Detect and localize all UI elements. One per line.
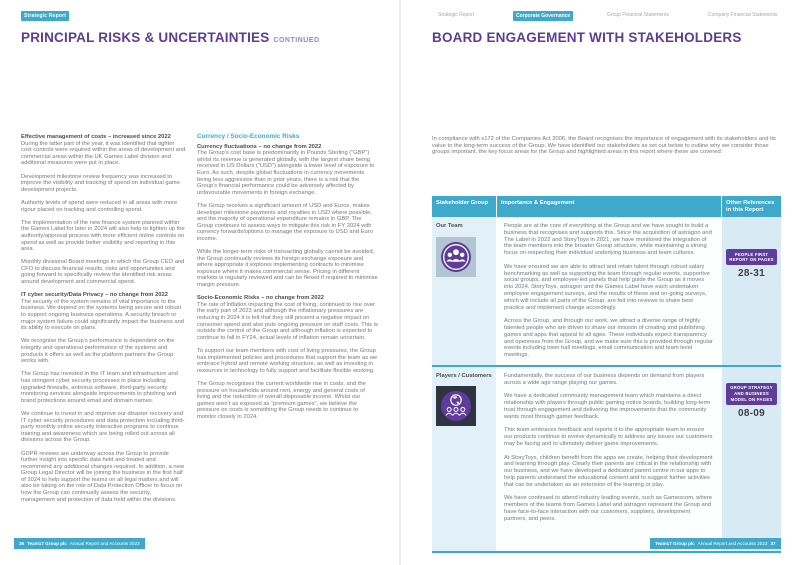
left-column-2 xyxy=(197,134,378,427)
body-paragraph: The implementation of the new finance system planned within the Games Label for later in 2024 will also help to tighten up the authority/approval process with more efficient online controls on spend as well as provide better visibility and reporting in this area. xyxy=(21,219,185,253)
importance-engagement-cell xyxy=(496,367,721,551)
body-paragraph: We continue to invest in and improve our disaster recovery and IT cyber security procedures and data protection including third-party monthly online security interactive programs to continue training and awareness which are being rolled out across all divisions across the Group. xyxy=(21,410,185,444)
table-header-row xyxy=(432,196,781,217)
engagement-paragraph: We have a dedicated community management team which maintains a direct relationship with players through public gaming notice boards, building long-term trust through engagement and delivering the improvements that the community wants most through gamer feedback. xyxy=(504,393,711,420)
page-gutter xyxy=(399,0,401,565)
body-paragraph: The Group has invested in the IT team and infrastructure and has stringent cyber security processes in place including upgraded firewalls, antivirus software, third-party security monitoring services alongside improvements to phishing and brand protections around email and domain names. xyxy=(21,371,178,404)
column-header-stakeholder-group: Stakeholder Group xyxy=(436,199,489,206)
page-number: 37 xyxy=(770,541,776,546)
footer-text: Annual Report and Accounts 2023 xyxy=(69,541,140,546)
team-icon xyxy=(436,237,476,277)
importance-engagement-cell xyxy=(496,217,721,365)
body-paragraph: The Group recognises the current worldwide rise in costs, and the pressure on households around rent, energy and general costs of living and the reduction of overall disposable income. Whilst our games aren’t as exposed as “premium games”, we believe the pressure on costs is something the Group needs to continue to monitor closely in 2024. xyxy=(197,380,366,420)
nav-strategic-report[interactable]: Strategic Report xyxy=(438,12,475,18)
nav-group-financial-statements[interactable]: Group Financial Statements xyxy=(607,12,669,18)
footer-right xyxy=(650,538,781,549)
section-heading-currency-socio: Currency / Socio-Economic Risks xyxy=(197,133,300,140)
column-header-importance-engagement: Importance & Engagement xyxy=(496,196,721,217)
stakeholder-group-name: Players / Customers xyxy=(436,372,492,379)
body-paragraph: The security of the system remains of vital importance to the business. We depend on the systems being secure and robust to support ongoing business operations. A security breach or major system failure could significantly impact the business and its ability to execute on plans. xyxy=(21,298,185,332)
stakeholder-group-name: Our Team xyxy=(436,223,463,229)
body-paragraph: The Group’s cost base is predominantly in Pounds Sterling (“GBP”) whilst its revenue is generated globally, with the largest share being received in US Dollars (“USD”) alongside a lower level of exposure to Euro. As such, despite global fluctuations in currency movements being less aggressive than in prior years, there is a risk that the Group’s financial performance could be adversely affected by unfavourable movements in foreign exchange. xyxy=(197,150,375,196)
risk-heading: Effective management of costs – increased since 2022 xyxy=(21,134,171,140)
page-title-left-main: PRINCIPAL RISKS & UNCERTAINTIES xyxy=(21,30,270,45)
other-references-cell xyxy=(721,217,781,365)
nav-corporate-governance[interactable]: Corporate Governance xyxy=(513,11,573,21)
column-header-other-references: Other References in this Report xyxy=(721,196,781,217)
engagement-paragraph: We have continued to attend industry leading events, such as Gamescom, where members of the teams from Games Label and astragon represent the Group and have face-to-face interaction with our customers, suppliers, development partners, and peers. xyxy=(504,495,713,522)
stakeholders-intro: In compliance with s172 of the Companies Act 2006, the Board recognises the importance of engagement with its stakeholders and its value to the long-term success of the Group. We have identified our stakeholders as set out below to outline why we consider those groups important, the key focus areas for the Group and highlighted areas in this report where these are covered: xyxy=(432,136,776,156)
risk-heading: Socio-Economic Risks – no change from 2022 xyxy=(197,295,324,302)
stakeholder-group-cell xyxy=(432,217,496,365)
section-tag-strategic-report[interactable]: Strategic Report xyxy=(21,11,69,21)
reference-badge: PEOPLE FIRST REPORT ON PAGES xyxy=(726,249,777,265)
other-references-cell xyxy=(721,367,781,551)
left-column-1 xyxy=(21,134,186,510)
engagement-paragraph: Across the Group, and through our work, we attract a diverse range of highly talented people who are driven to share our mission of creating and publishing games and apps that appeal to all ages. These individuals expect transparency and openness from the Group, and we make sure this is provided through regular events including town hall meetings, email communication and team level meetings. xyxy=(504,318,713,359)
page-number: 36 xyxy=(19,541,25,546)
reference-pages: 28-31 xyxy=(737,268,766,280)
body-paragraph: Authority levels of spend were reduced in all areas with more rigour placed on tracking and controlling spend. xyxy=(21,199,178,213)
engagement-paragraph: We have ensured we are able to attract and retain talent through robust salary benchmarking as well as supporting the team through regular events, supportive social groups, and employee-led panels that help guide the Group as it moves into 2024. StoryToys, astragon and the Games Label have each undertaken employee engagement surveys, and the results of these and on-going surveys, which will include all parts of the Group, are fed into reviews to share best practice and implement change accordingly. xyxy=(504,263,710,311)
body-paragraph: The rate of inflation impacting the cost of living, continued to rise over the early part of 2023 and although the inflationary pressures are reducing in 2024 it is felt that they still present a negative impact on consumer spend and also puts ongoing pressure on staff costs. This is outside the control of the Group and although inflation is expected to continue to fall in FY24, actual levels of inflation remain uncertain. xyxy=(197,301,378,341)
nav-company-financial-statements[interactable]: Company Financial Statements xyxy=(708,12,778,18)
footer-brand: Team17 Group plc xyxy=(27,541,67,546)
page-title-left-suffix: CONTINUED xyxy=(273,37,320,44)
body-paragraph: During the latter part of the year, it was identified that tighter cost controls were required within the areas of development and commercial areas within the UK Games Label division and additional measures were put in place. xyxy=(21,140,186,167)
body-paragraph: The Group receives a significant amount of USD and Euros, makes developer milestone payments and royalties in USD where possible, and the majority of operational expenditure remains in GBP. The Group continues to assess ways to mitigate this risk in FY 2024 with currency forwards/options to manage the exposure to USD and Euro income. xyxy=(197,202,373,242)
engagement-paragraph: At StoryToys, children benefit from the apps we create, helping their development and learning through play. Clearly their parents are critical in the relationship with our business, and we have developed a dedicated parent centre in our apps to help parents understand the educational content and to suggest further activities that can be undertaken as an extension of the learning or play. xyxy=(504,454,713,488)
stakeholder-table xyxy=(432,196,781,553)
body-paragraph: GDPR reviews are underway across the Group to provide further insight into specific data held and treated and recommend any additional changes required. In addition, a new Group Legal Director will be joining the business in the first half of 2024 to help support the teams on all legal matters and will also be taking on the role of Data Protection Officer to focus on how the Group can continually assess the security, management and protection of data held within the divisions. xyxy=(21,450,185,503)
page-title-left xyxy=(21,30,320,45)
engagement-paragraph: This team embraces feedback and reports it to the appropriate team to ensure our products continue to evolve dynamically to address any issues our customers may be facing and to ultimately deliver game improvements. xyxy=(504,427,713,447)
risk-heading: IT cyber security/Data Privacy – no change from 2022 xyxy=(21,292,168,299)
body-paragraph: Development milestone review frequency was increased to improve the visibility and tracking of spend on individual game development projects. xyxy=(21,173,180,193)
table-row-our-team xyxy=(432,217,781,367)
body-paragraph: Monthly divisional Board meetings in which the Group CEO and CFO to discuss financial results, risks and opportunities and going forward to specifically review the identified risk areas around development and commercial spend. xyxy=(21,259,185,286)
table-row-players-customers xyxy=(432,367,781,553)
engagement-paragraph: Fundamentally, the success of our business depends on demand from players across a wide age range playing our games. xyxy=(504,372,705,386)
body-paragraph: While the longer-term risks of transacting globally cannot be avoided, the Group continually reviews its foreign exchange exposure and where appropriate it explores implementing contracts to minimise exposure where it makes commercial sense. Pricing in different markets is regularly reviewed and can be flexed if required to minimise margin pressure. xyxy=(197,249,378,289)
footer-text: Annual Report and Accounts 2023 xyxy=(697,541,768,546)
stakeholder-group-cell xyxy=(432,367,496,551)
reference-badge: GROUP STRATEGY AND BUSINESS MODEL ON PAGES xyxy=(726,383,777,405)
risk-heading: Currency fluctuations – no change from 2022 xyxy=(197,143,322,150)
reference-pages: 08-09 xyxy=(737,407,766,419)
body-paragraph: To support our team members with cost of living pressures, the Group has implemented policies and procedures that support the team as we embrace hybrid and remote working structure, as well as investing in resources in technology to fully support and facilitate flexible working. xyxy=(197,348,378,374)
engagement-paragraph: People are at the core of everything at the Group and we have sought to build a business that recognises and supports this. Since the acquisition of astragon and The Label in 2022 and StoryToys in 2021, we have monitored the integration of the team members into the broader Group structure, while maintaining a strong focus on respecting their individual underlying business and team cultures. xyxy=(504,223,712,257)
page-title-right: BOARD ENGAGEMENT WITH STAKEHOLDERS xyxy=(432,30,742,45)
body-paragraph: We recognise the Group’s performance is dependent on the integrity and operational performance of the systems and products it offers as well as the platform partners the Group works with. xyxy=(21,338,175,365)
players-icon xyxy=(436,386,476,426)
footer-brand: Team17 Group plc xyxy=(655,541,695,546)
footer-left xyxy=(14,538,145,549)
